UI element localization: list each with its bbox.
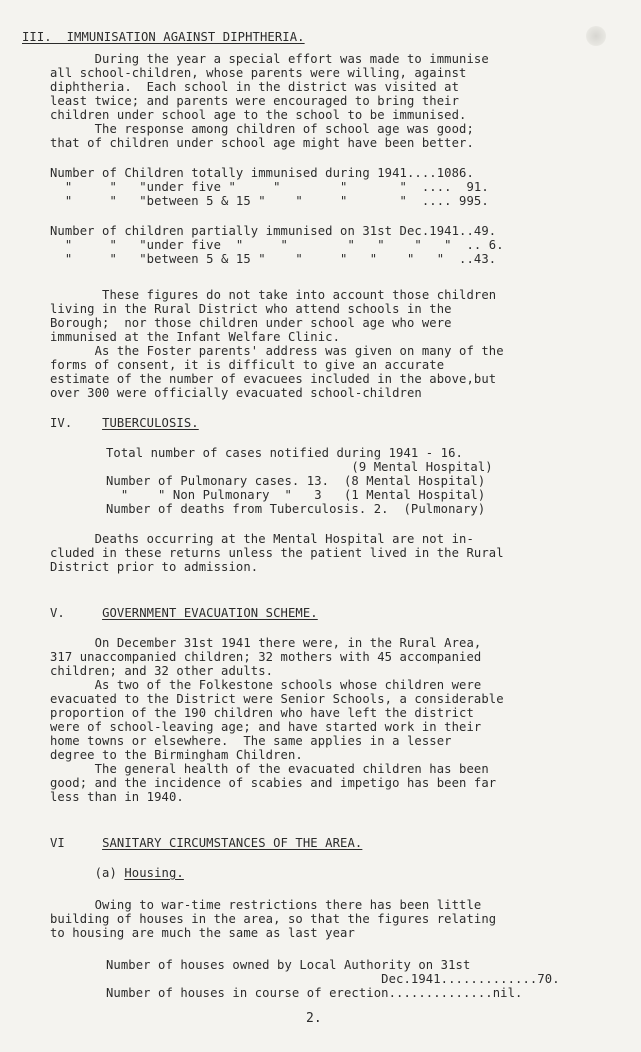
text-line: Number of children partially immunised on 31st Dec.1941..49.	[50, 224, 497, 238]
text-line: degree to the Birmingham Children.	[50, 748, 303, 762]
text-line: Owing to war-time restrictions there has been little	[50, 898, 482, 912]
text-line: (a) Housing.	[50, 866, 184, 880]
text-line: were of school-leaving age; and have started work in their	[50, 720, 482, 734]
text-line: These figures do not take into account those children	[50, 288, 497, 302]
text-line: District prior to admission.	[50, 560, 259, 574]
text-line: Number of houses in course of erection..............nil.	[106, 986, 523, 1000]
paper-mark	[586, 26, 606, 46]
text-line: building of houses in the area, so that the figures relating	[50, 912, 497, 926]
text-line: living in the Rural District who attend schools in the	[50, 302, 452, 316]
text-line: The general health of the evacuated children has been	[50, 762, 489, 776]
text-line: over 300 were officially evacuated school-children	[50, 386, 422, 400]
text-line: to housing are much the same as last year	[50, 926, 355, 940]
text-line: diphtheria. Each school in the district was visited at	[50, 80, 460, 94]
text-line: estimate of the number of evacuees included in the above,but	[50, 372, 497, 386]
text-line: " " "between 5 & 15 " " " " " " ..43.	[50, 252, 497, 266]
text-line: " " "under five " " " " " " .. 6.	[50, 238, 504, 252]
text-line: 317 unaccompanied children; 32 mothers with 45 accompanied	[50, 650, 482, 664]
text-line: least twice; and parents were encouraged to bring their	[50, 94, 460, 108]
text-line: home towns or elsewhere. The same applies in a lesser	[50, 734, 452, 748]
text-line: children under school age to the school to be immunised.	[50, 108, 467, 122]
text-line: less than in 1940.	[50, 790, 184, 804]
text-line: As the Foster parents' address was given on many of the	[50, 344, 504, 358]
text-line: Number of Children totally immunised during 1941....1086.	[50, 166, 474, 180]
text-line: evacuated to the District were Senior Schools, a considerable	[50, 692, 504, 706]
text-line: that of children under school age might have been better.	[50, 136, 474, 150]
text-line: As two of the Folkestone schools whose children were	[50, 678, 482, 692]
text-line: Number of deaths from Tuberculosis. 2. (Pulmonary)	[106, 502, 486, 516]
text-line: Total number of cases notified during 1941 - 16.	[106, 446, 463, 460]
text-line: proportion of the 190 children who have left the district	[50, 706, 474, 720]
text-line: The response among children of school age was good;	[50, 122, 474, 136]
text-line: During the year a special effort was made to immunise	[50, 52, 489, 66]
text-line: Borough; nor those children under school age who were	[50, 316, 452, 330]
text-line: (9 Mental Hospital)	[106, 460, 493, 474]
page-number: 2.	[306, 1011, 322, 1026]
text-line: III. IMMUNISATION AGAINST DIPHTHERIA.	[22, 30, 305, 44]
text-line: Number of houses owned by Local Authority on 31st	[106, 958, 471, 972]
text-line: VI SANITARY CIRCUMSTANCES OF THE AREA.	[50, 836, 363, 850]
text-line: cluded in these returns unless the patient lived in the Rural	[50, 546, 504, 560]
text-line: " " Non Pulmonary " 3 (1 Mental Hospital)	[106, 488, 486, 502]
text-line: On December 31st 1941 there were, in the Rural Area,	[50, 636, 482, 650]
text-line: V. GOVERNMENT EVACUATION SCHEME.	[50, 606, 318, 620]
text-line: immunised at the Infant Welfare Clinic.	[50, 330, 341, 344]
text-line: children; and 32 other adults.	[50, 664, 274, 678]
text-line: " " "between 5 & 15 " " " " .... 995.	[50, 194, 489, 208]
text-line: forms of consent, it is difficult to give an accurate	[50, 358, 445, 372]
text-line: Dec.1941.............70.	[106, 972, 560, 986]
text-line: " " "under five " " " " .... 91.	[50, 180, 489, 194]
text-line: all school-children, whose parents were willing, against	[50, 66, 467, 80]
text-line: IV. TUBERCULOSIS.	[50, 416, 199, 430]
text-line: good; and the incidence of scabies and impetigo has been far	[50, 776, 497, 790]
text-line: Number of Pulmonary cases. 13. (8 Mental Hospital)	[106, 474, 486, 488]
text-line: Deaths occurring at the Mental Hospital are not in-	[50, 532, 474, 546]
